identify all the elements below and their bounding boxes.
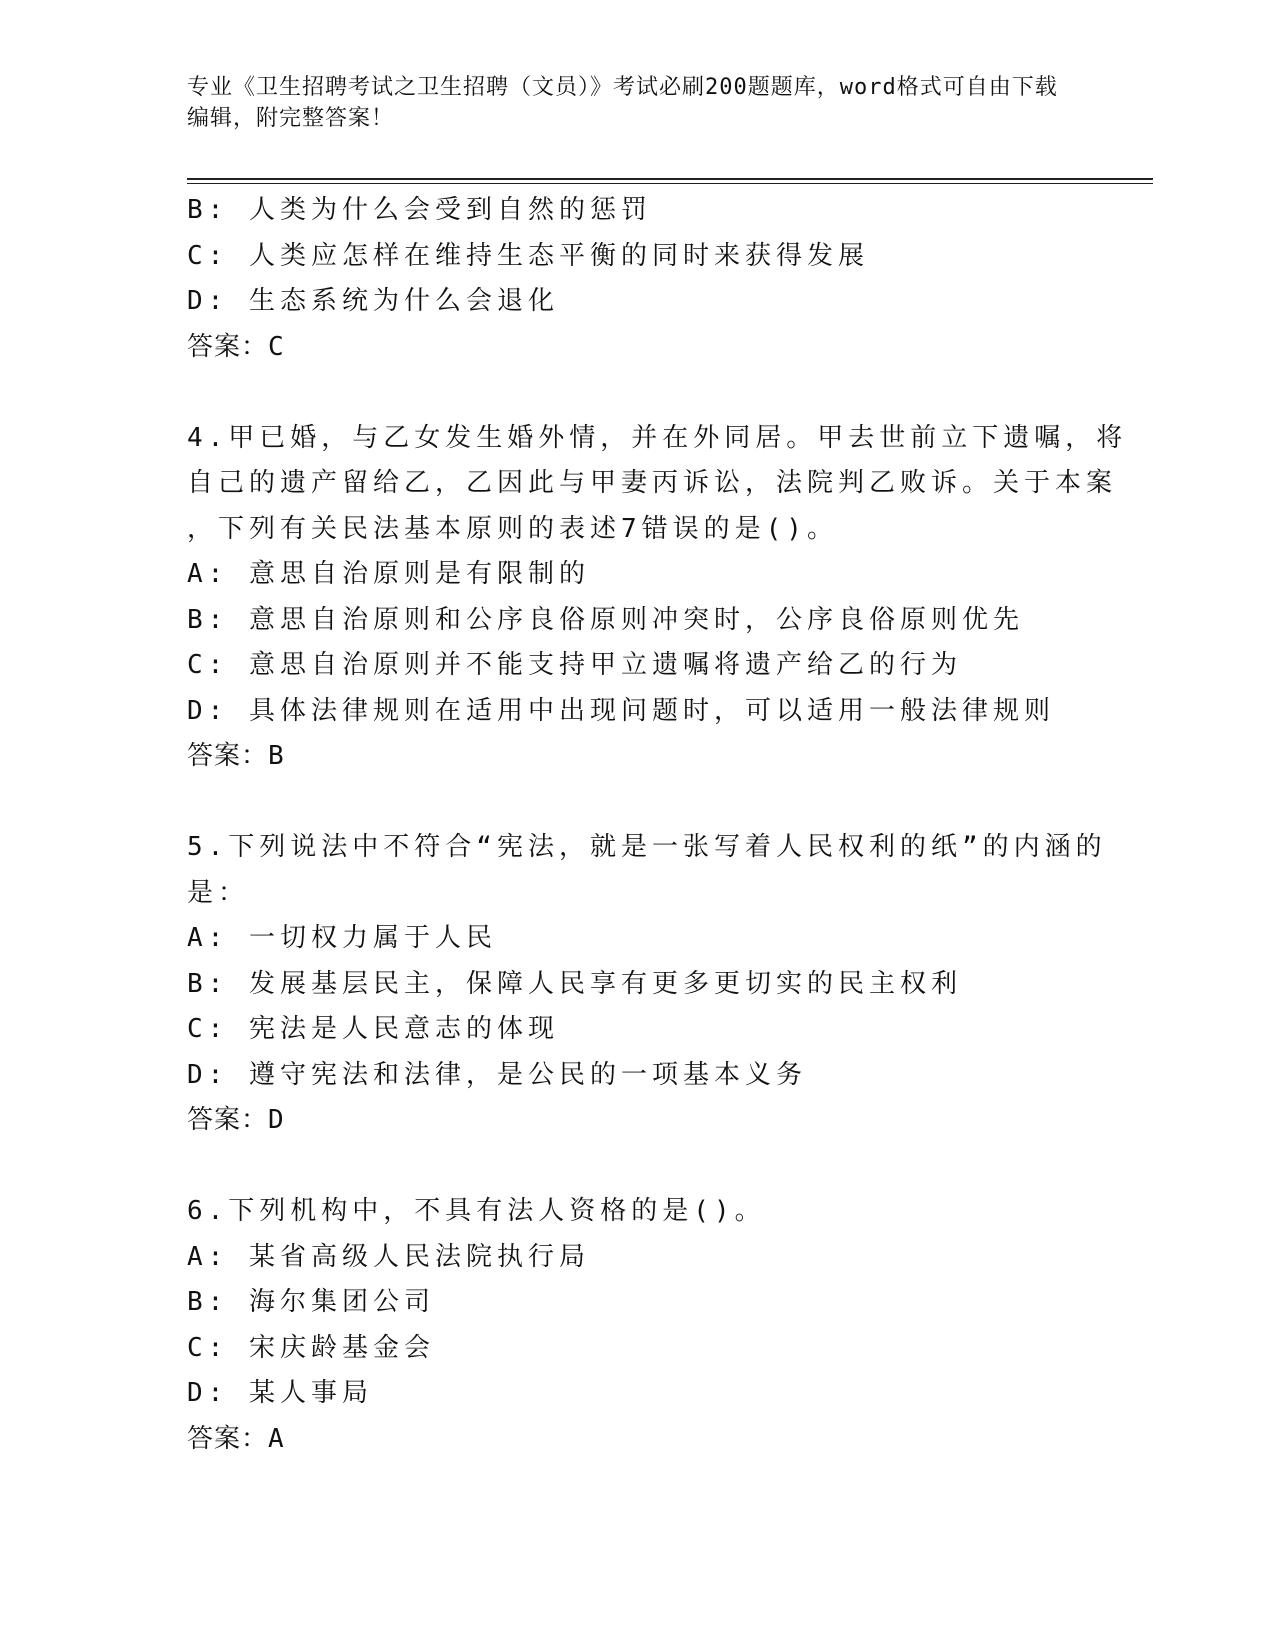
question-stem-line: ，下列有关民法基本原则的表述7错误的是()。 — [187, 513, 838, 544]
answer-line — [187, 325, 1087, 371]
answer-value: A — [268, 1423, 285, 1454]
answer-value: D — [268, 1105, 285, 1135]
option-d: D: 某人事局 — [187, 1378, 373, 1408]
option-b: B: 意思自治原则和公序良俗原则冲突时，公序良俗原则优先 — [187, 604, 1024, 635]
question-6 — [187, 1189, 1087, 1462]
option-d: D: 具体法律规则在适用中出现问题时，可以适用一般法律规则 — [187, 695, 1055, 726]
spacer — [187, 1144, 1087, 1190]
question-stem-line: 自己的遗产留给乙，乙因此与甲妻丙诉讼，法院判乙败诉。关于本案 — [187, 468, 1118, 498]
option-c: C: 意思自治原则并不能支持甲立遗嘱将遗产给乙的行为 — [187, 650, 962, 680]
option-c: C: 宋庆龄基金会 — [187, 1332, 435, 1363]
spacer — [187, 370, 1087, 416]
option-b: B: 发展基层民主，保障人民享有更多更切实的民主权利 — [187, 968, 962, 999]
question-stem-line: 是： — [187, 877, 250, 908]
answer-label: 答案： — [187, 331, 269, 362]
option-c: C: 人类应怎样在维持生态平衡的同时来获得发展 — [187, 240, 869, 271]
spacer — [187, 780, 1087, 826]
answer-label: 答案： — [187, 1105, 269, 1135]
option-d: D: 遵守宪法和法律，是公民的一项基本义务 — [187, 1059, 807, 1090]
question-stem-line: 4.甲已婚，与乙女发生婚外情，并在外同居。甲去世前立下遗嘱，将 — [187, 422, 1128, 453]
answer-label: 答案： — [187, 741, 269, 771]
option-a: A: 某省高级人民法院执行局 — [187, 1241, 590, 1272]
option-d: D: 生态系统为什么会退化 — [187, 286, 559, 316]
answer-value: C — [268, 331, 285, 362]
option-c: C: 宪法是人民意志的体现 — [187, 1014, 559, 1044]
answer-line — [187, 1417, 1087, 1463]
answer-label: 答案： — [187, 1423, 269, 1454]
question-4 — [187, 416, 1128, 780]
question-stem-line: 5.下列说法中不符合“宪法，就是一张写着人民权利的纸”的内涵的 — [187, 832, 1107, 862]
document-header: 专业《卫生招聘考试之卫生招聘（文员）》考试必刷200题题库，word格式可自由下载编辑，附完整答案！ — [187, 75, 1058, 131]
question-5 — [187, 825, 1107, 1144]
document-body — [187, 188, 1128, 1462]
answer-line — [187, 734, 1087, 780]
header-rule-thin — [187, 183, 1153, 184]
option-a: A: 一切权力属于人民 — [187, 923, 497, 953]
header-rule-thick — [187, 178, 1153, 180]
answer-line — [187, 1098, 1087, 1144]
answer-value: B — [268, 741, 285, 771]
continued-question — [187, 188, 1087, 370]
question-stem-line: 6.下列机构中，不具有法人资格的是()。 — [187, 1196, 766, 1226]
option-b: B: 人类为什么会受到自然的惩罚 — [187, 195, 652, 225]
option-b: B: 海尔集团公司 — [187, 1287, 435, 1317]
option-a: A: 意思自治原则是有限制的 — [187, 559, 590, 589]
